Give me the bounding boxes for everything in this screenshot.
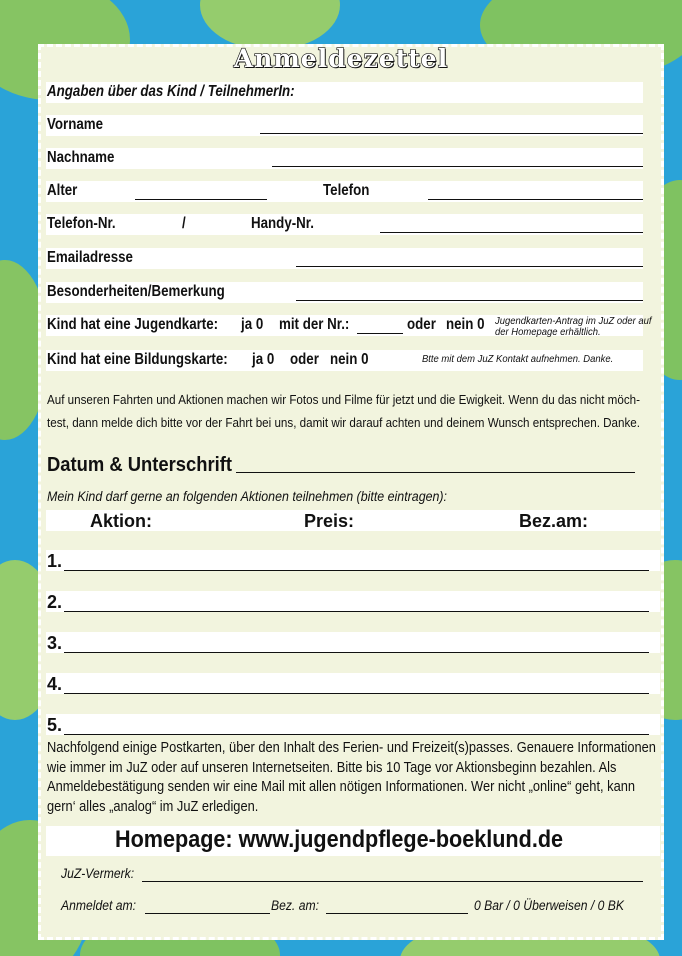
- bildungskarte-ja-option[interactable]: ja 0: [252, 351, 275, 368]
- label-oder-2: oder: [290, 351, 319, 368]
- bildungskarte-note: Btte mit dem JuZ Kontakt aufnehmen. Danke.: [422, 353, 614, 365]
- action-row-input[interactable]: [64, 611, 649, 612]
- label-email: Emailadresse: [47, 249, 133, 266]
- action-row-number: 5.: [47, 715, 63, 735]
- input-juz-vermerk[interactable]: [142, 881, 643, 882]
- section-child-heading: Angaben über das Kind / TeilnehmerIn:: [47, 83, 295, 100]
- label-besonderheiten: Besonderheiten/Bemerkung: [47, 283, 225, 300]
- photo-notice: Auf unseren Fahrten und Aktionen machen wir Fotos und Filme für jetzt und die Ewigkeit. Wenn du das nicht möch-test, dann melde dich bitte vor der Fahrt bei uns, damit wir darauf achten und deinem Wunsch entsprechen. Danke.: [47, 393, 640, 430]
- signature-label: Datum & Unterschrift: [47, 454, 233, 476]
- label-telefon-nr: Telefon-Nr.: [47, 215, 116, 232]
- label-vorname: Vorname: [47, 116, 104, 133]
- bildungskarte-nein-option[interactable]: nein 0: [330, 351, 369, 368]
- action-row-input[interactable]: [64, 734, 649, 735]
- payment-options[interactable]: 0 Bar / 0 Überweisen / 0 BK: [474, 898, 624, 913]
- input-angemeldet-am[interactable]: [145, 913, 270, 914]
- column-aktion: Aktion:: [90, 511, 152, 531]
- input-vorname[interactable]: [260, 133, 643, 134]
- form-title: Anmeldezettel: [233, 44, 449, 73]
- input-handy-nr[interactable]: [380, 232, 643, 233]
- input-nachname[interactable]: [272, 166, 643, 167]
- info-text: Nachfolgend einige Postkarten, über den Inhalt des Ferien- und Freizeit(s)passes. Genauere Informationen wie immer im JuZ oder auf unseren Internetseiten. Bitte bis 10 Tage vor Aktionsbeginn bezahlen. Als Anmeldebestätigung senden wir eine Mail mit allen nötigen Informationen. Wer nicht „online“ geht, kann gern‘ alles „analog“ im JuZ erledigen.: [47, 740, 656, 815]
- jugendkarte-nein-option[interactable]: nein 0: [446, 316, 485, 333]
- label-nachname: Nachname: [47, 149, 115, 166]
- input-bez-am[interactable]: [326, 913, 468, 914]
- input-alter[interactable]: [135, 199, 267, 200]
- input-email[interactable]: [296, 266, 643, 267]
- input-signature[interactable]: [236, 472, 635, 473]
- label-handy-nr: Handy-Nr.: [251, 215, 314, 232]
- label-alter: Alter: [47, 182, 78, 199]
- action-row-input[interactable]: [64, 693, 649, 694]
- label-bez-am: Bez. am:: [271, 898, 319, 913]
- input-jugendkarte-nr[interactable]: [357, 333, 403, 334]
- homepage-link[interactable]: Homepage: www.jugendpflege-boeklund.de: [115, 826, 564, 853]
- action-row-number: 1.: [47, 551, 63, 571]
- action-row-input[interactable]: [64, 570, 649, 571]
- action-row-number: 3.: [47, 633, 63, 653]
- jugendkarte-ja-option[interactable]: ja 0: [241, 316, 264, 333]
- slash-separator: /: [182, 215, 186, 232]
- actions-intro: Mein Kind darf gerne an folgenden Aktionen teilnehmen (bitte eintragen):: [47, 489, 448, 504]
- label-oder: oder: [407, 316, 436, 333]
- action-row-number: 2.: [47, 592, 63, 612]
- input-besonderheiten[interactable]: [296, 300, 643, 301]
- label-juz-vermerk: JuZ-Vermerk:: [61, 866, 135, 881]
- action-row-number: 4.: [47, 674, 63, 694]
- input-telefon[interactable]: [428, 199, 643, 200]
- label-jugendkarte: Kind hat eine Jugendkarte:: [47, 316, 219, 333]
- column-preis: Preis:: [304, 511, 355, 531]
- label-mit-nr: mit der Nr.:: [279, 316, 350, 333]
- label-telefon: Telefon: [323, 182, 370, 199]
- action-row-input[interactable]: [64, 652, 649, 653]
- jugendkarte-note: Jugendkarten-Antrag im JuZ oder auf der Homepage erhältlich.: [495, 315, 652, 338]
- label-angemeldet-am: Anmeldet am:: [61, 898, 136, 913]
- column-bez-am: Bez.am:: [519, 511, 589, 531]
- label-bildungskarte: Kind hat eine Bildungskarte:: [47, 351, 228, 368]
